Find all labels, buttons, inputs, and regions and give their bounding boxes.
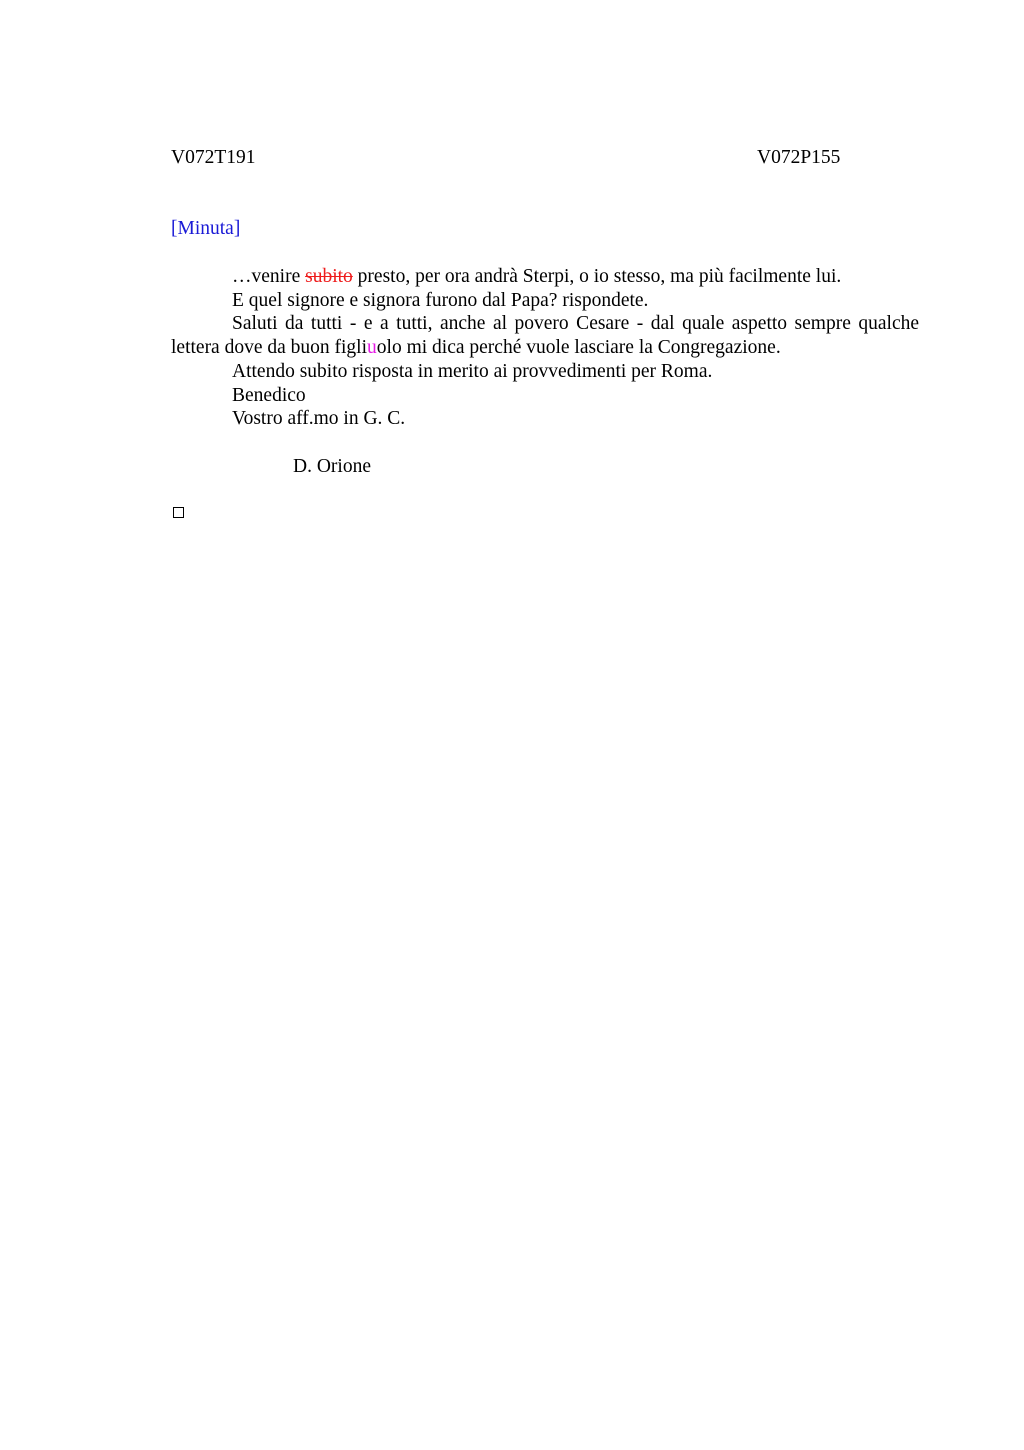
paragraph-5: Benedico bbox=[232, 384, 306, 406]
paragraph-1 bbox=[171, 265, 919, 289]
document-code-right: V072P155 bbox=[757, 147, 841, 168]
paragraph-2: E quel signore e signora furono dal Papa? rispondete. bbox=[232, 289, 649, 311]
paragraph-3 bbox=[171, 312, 919, 359]
paragraph-4: Attendo subito risposta in merito ai provvedimenti per Roma. bbox=[232, 360, 713, 382]
paragraph-6: Vostro aff.mo in G. C. bbox=[232, 408, 406, 430]
paragraph-1-start: …venire bbox=[232, 266, 306, 287]
deleted-word: subito bbox=[305, 266, 353, 287]
empty-square-icon bbox=[173, 507, 184, 518]
minuta-label: [Minuta] bbox=[171, 218, 241, 239]
document-code-left: V072T191 bbox=[171, 147, 256, 168]
paragraph-3-end: olo mi dica perché vuole lasciare la Congregazione. bbox=[376, 337, 781, 359]
letter-body bbox=[171, 265, 919, 431]
signature: D. Orione bbox=[293, 456, 371, 477]
inserted-letter: u bbox=[367, 337, 377, 359]
paragraph-1-end: presto, per ora andrà Sterpi, o io stesso, ma più facilmente lui. bbox=[352, 266, 842, 287]
paragraph-3-start: Saluti da tutti - e a tutti, anche al povero Cesare - dal quale aspetto sempre qualche lettera dove da buon figli bbox=[171, 313, 919, 359]
